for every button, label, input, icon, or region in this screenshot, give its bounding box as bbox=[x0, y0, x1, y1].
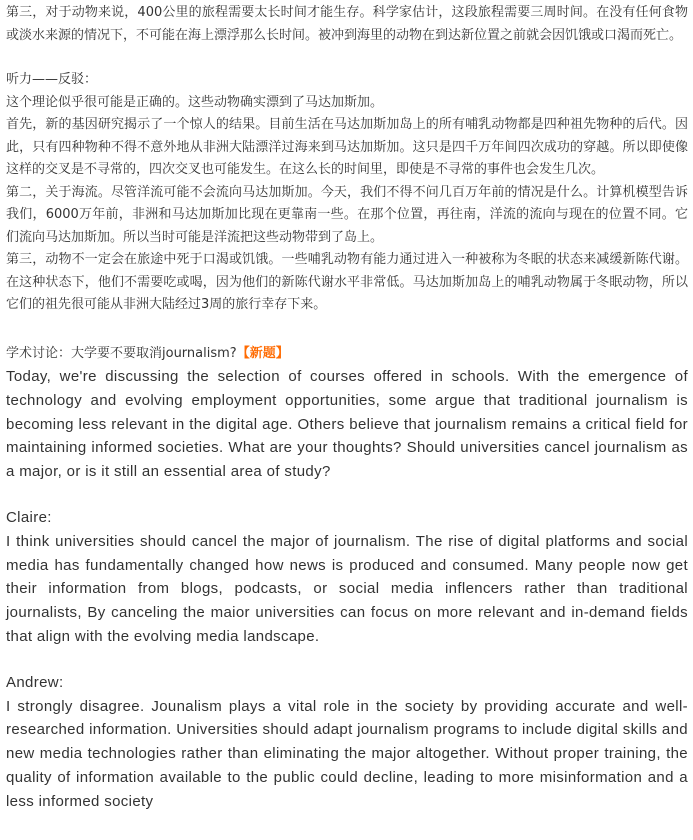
andrew-response: I strongly disagree. Jounalism plays a vital role in the society by providing accurate and well-researched information. Universities should adapt journalism programs to include digital skills and new media technologies rather than eliminating the major altogether. Without proper training, the quality of information available to the public could decline, leading to more misinformation and a less informed society bbox=[6, 697, 688, 810]
discussion-heading: 学术讨论：大学要不要取消journalism? bbox=[6, 345, 237, 361]
claire-name: Claire: bbox=[6, 508, 52, 526]
reading-third-point: 第三，对于动物来说，400公里的旅程需要太长时间才能生存。科学家估计，这段旅程需要三周时间。在没有任何食物或淡水来源的情况下，不可能在海上漂浮那么长时间。被冲到海里的动物在到达新位置之前就会因饥饿或口渴而死亡。 bbox=[6, 5, 688, 43]
article-body bbox=[6, 2, 688, 814]
claire-response: I think universities should cancel the major of journalism. The rise of digital platforms and social media has fundamentally changed how news is produced and consumed. Many people now get their information from blogs, podcasts, or social media inflencers rather than traditional journalists, By canceling the maior universities can focus on more relevant and in-demand fields that align with the evolving media landscape. bbox=[6, 532, 688, 645]
spacer bbox=[6, 484, 688, 506]
andrew-name: Andrew: bbox=[6, 673, 64, 691]
listening-intro: 这个理论似乎很可能是正确的。这些动物确实漂到了马达加斯加。 bbox=[6, 94, 384, 110]
listening-point-2: 第二，关于海流。尽管洋流可能不会流向马达加斯加。今天，我们不得不问几百万年前的情况是什么。计算机模型告诉我们，6000万年前，非洲和马达加斯加比现在更靠南一些。在那个位置，再往南，洋流的流向与现在的位置不同。它们流向马达加斯加。所以当时可能是洋流把这些动物带到了岛上。 bbox=[6, 184, 688, 245]
spacer bbox=[6, 317, 688, 339]
discussion-heading-line bbox=[6, 343, 688, 366]
spacer bbox=[6, 649, 688, 671]
listening-point-1: 首先，新的基因研究揭示了一个惊人的结果。目前生活在马达加斯加岛上的所有哺乳动物都是四种祖先物种的后代。因此，只有四种物种不得不意外地从非洲大陆漂洋过海来到马达加斯加。这只是四千万年间四次成功的穿越。所以即使像这样的交叉是不寻常的，四次交叉也可能发生。在这么长的时间里，即使是不寻常的事件也会发生几次。 bbox=[6, 117, 688, 177]
discussion-prompt: Today, we're discussing the selection of courses offered in schools. With the emergence of technology and evolving employment opportunities, some argue that traditional journalism is becoming less relevant in the digital age. Others believe that journalism remains a critical field for maintaining informed societies. What are your thoughts? Should universities cancel journalism as a major, or is it still an essential area of study? bbox=[6, 368, 688, 481]
listening-point-3: 第三，动物不一定会在旅途中死于口渴或饥饿。一些哺乳动物有能力通过进入一种被称为冬眠的状态来减缓新陈代谢。在这种状态下，他们不需要吃或喝，因为他们的新陈代谢水平非常低。马达加斯加岛上的哺乳动物属于冬眠动物，所以它们的祖先很可能从非洲大陆经过3周的旅行幸存下来。 bbox=[6, 252, 688, 312]
spacer bbox=[6, 47, 688, 69]
listening-heading: 听力——反驳： bbox=[6, 72, 98, 87]
new-topic-badge: 【新题】 bbox=[236, 345, 289, 361]
